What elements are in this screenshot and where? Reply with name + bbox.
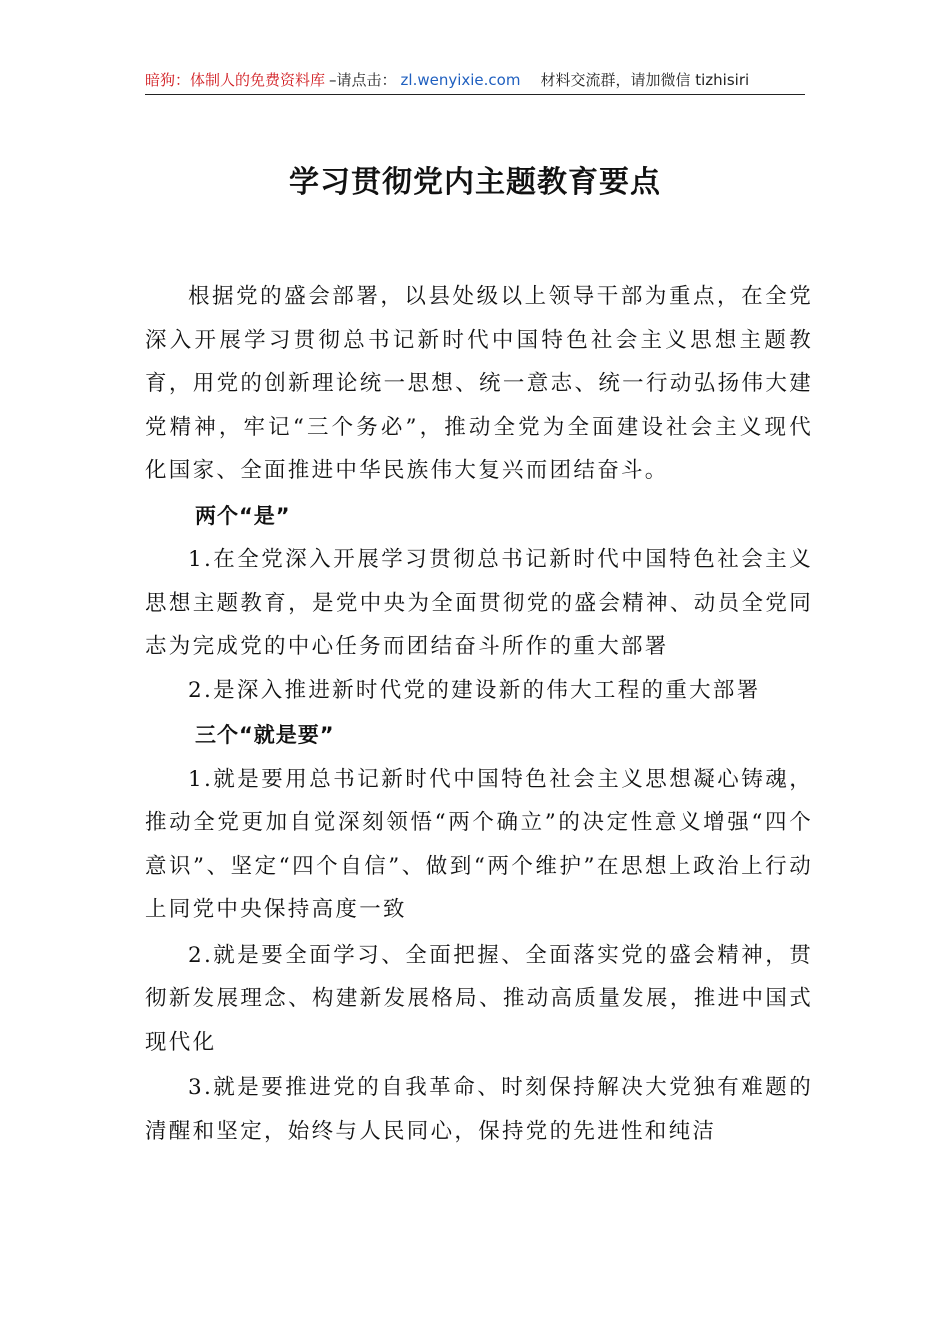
document-body	[145, 275, 813, 1153]
header-brand: 暗狗：体制人的免费资料库	[145, 71, 326, 89]
section-heading: 两个“是”	[195, 503, 291, 528]
section-heading: 三个“就是要”	[195, 723, 335, 747]
section-item: 2.就是要全面学习、全面把握、全面落实党的盛会精神，贯彻新发展理念、构建新发展格局、推动高质量发展，推进中国式现代化	[145, 942, 813, 1055]
section-item: 3.就是要推进党的自我革命、时刻保持解决大党独有难题的清醒和坚定，始终与人民同心，保持党的先进性和纯洁	[145, 1075, 813, 1144]
section-item: 1.在全党深入开展学习贯彻总书记新时代中国特色社会主义思想主题教育，是党中央为全面贯彻党的盛会精神、动员全党同志为完成党的中心任务而团结奋斗所作的重大部署	[145, 547, 813, 659]
section-item: 1.就是要用总书记新时代中国特色社会主义思想凝心铸魂，推动全党更加自觉深刻领悟“两个确立”的决定性意义增强“四个意识”、坚定“四个自信”、做到“两个维护”在思想上政治上行动上同党中央保持高度一致	[145, 766, 813, 922]
page-header	[145, 70, 805, 95]
header-separator: –请点击：	[329, 71, 397, 89]
intro-paragraph: 根据党的盛会部署，以县处级以上领导干部为重点，在全党深入开展学习贯彻总书记新时代中国特色社会主义思想主题教育，用党的创新理论统一思想、统一意志、统一行动弘扬伟大建党精神，牢记“三个务必”，推动全党为全面建设社会主义现代化国家、全面推进中华民族伟大复兴而团结奋斗。	[145, 284, 813, 483]
header-link[interactable]: zl.wenyixie.com	[400, 71, 521, 89]
section-item: 2.是深入推进新时代党的建设新的伟大工程的重大部署	[188, 677, 761, 703]
header-group-info: 材料交流群，请加微信 tizhisiri	[540, 71, 750, 89]
document-title: 学习贯彻党内主题教育要点	[289, 165, 661, 200]
